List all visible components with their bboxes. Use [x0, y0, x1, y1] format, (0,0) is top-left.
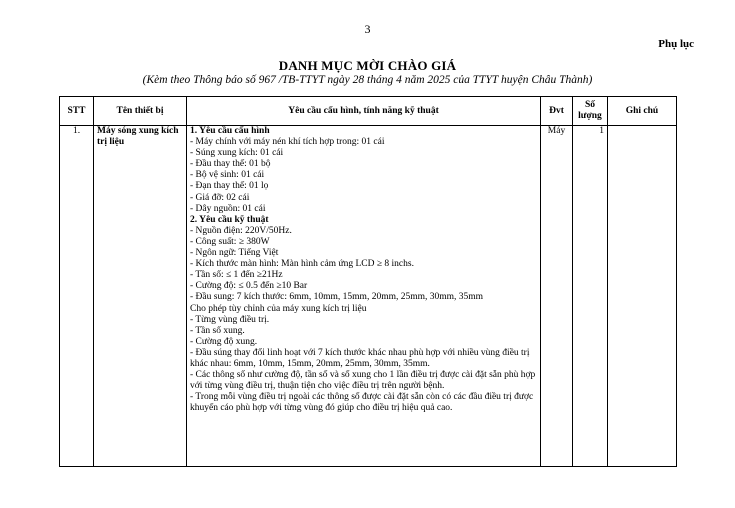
header-note: Ghi chú	[608, 97, 677, 126]
section-tech-title: 2. Yêu cầu kỹ thuật	[190, 214, 269, 225]
requirement-line: - Máy chính với máy nén khí tích hợp trong: 01 cái	[190, 137, 385, 148]
header-stt: STT	[60, 97, 94, 126]
header-requirements: Yêu cầu cấu hình, tính năng kỹ thuật	[187, 97, 541, 126]
header-unit: Đvt	[541, 97, 573, 126]
row-note	[608, 126, 677, 467]
requirement-line: - Đầu sung: 7 kích thước: 6mm, 10mm, 15mm, 20mm, 25mm, 30mm, 35mm	[190, 292, 484, 303]
subtitle-prefix: (Kèm theo Thông báo số	[142, 74, 256, 86]
requirement-line: - Tần số: ≤ 1 đến ≥21Hz	[190, 270, 283, 281]
row-requirements	[187, 126, 541, 467]
table-header-row	[60, 97, 677, 126]
requirement-line: - Đầu thay thế: 01 bộ	[190, 159, 271, 170]
table-row	[60, 126, 677, 467]
subtitle-number: 967	[258, 74, 276, 86]
row-stt: 1.	[60, 126, 94, 467]
subtitle-rest: /TB-TTYT ngày 28 tháng 4 năm 2025 của TTYT huyện Châu Thành)	[278, 74, 593, 86]
requirement-line: - Cường độ xung.	[190, 336, 258, 347]
row-device-name: Máy sóng xung kích trị liệu	[94, 126, 187, 467]
header-name: Tên thiết bị	[94, 97, 187, 126]
document-title: DANH MỤC MỜI CHÀO GIÁ	[278, 58, 457, 73]
section-config-title: 1. Yêu cầu cấu hình	[190, 126, 270, 136]
requirement-line: - Kích thước màn hình: Màn hình cảm ứng LCD ≥ 8 inchs.	[190, 259, 414, 270]
requirement-line: - Giá đỡ: 02 cái	[190, 192, 250, 203]
requirement-line: - Công suất: ≥ 380W	[190, 236, 270, 247]
page-number: 3	[364, 22, 371, 36]
header-quantity: Số lượng	[573, 97, 608, 126]
row-quantity: 1	[573, 126, 608, 467]
requirement-line: - Súng xung kích: 01 cái	[190, 148, 284, 159]
requirement-line: - Đầu súng thay đổi linh hoạt với 7 kích thước khác nhau phù hợp với nhiều vùng điều trị khác nhau: 6mm, 10mm, 15mm, 20mm, 25mm, 30mm, 35mm.	[190, 347, 530, 369]
requirement-line: - Trong mỗi vùng điều trị ngoài các thông số được cài đặt sẵn còn có các đầu điều trị được khuyến cáo phù hợp với từng vùng đó giúp cho điều trị hiệu quả cao.	[190, 392, 534, 414]
requirement-line: - Các thông số như cường độ, tần số và số xung cho 1 lần điều trị được cài đặt sẵn phù hợp với từng vùng điều trị, thuận tiện cho việc điều trị trên người bệnh.	[190, 370, 536, 392]
requirement-line: - Cường độ: ≤ 0.5 đến ≥10 Bar	[190, 281, 308, 292]
requirement-line: - Nguồn điện: 220V/50Hz.	[190, 225, 292, 236]
requirement-line: - Dây nguồn: 01 cái	[190, 203, 266, 214]
requirement-line: Cho phép tùy chỉnh của máy xung kích trị liệu	[190, 303, 367, 314]
requirement-line: - Ngôn ngữ: Tiếng Việt	[190, 248, 279, 259]
appendix-label: Phụ lục	[658, 38, 694, 50]
requirement-line: - Bộ vệ sinh: 01 cái	[190, 170, 265, 181]
document-subtitle	[0, 74, 735, 86]
row-unit: Máy	[541, 126, 573, 467]
requirement-line: - Từng vùng điều trị.	[190, 314, 270, 325]
requirement-line: - Tần số xung.	[190, 325, 245, 336]
section-config-list	[190, 137, 537, 215]
equipment-table	[59, 96, 677, 467]
section-tech-list	[190, 226, 537, 415]
requirement-line: - Đạn thay thế: 01 lọ	[190, 181, 269, 192]
